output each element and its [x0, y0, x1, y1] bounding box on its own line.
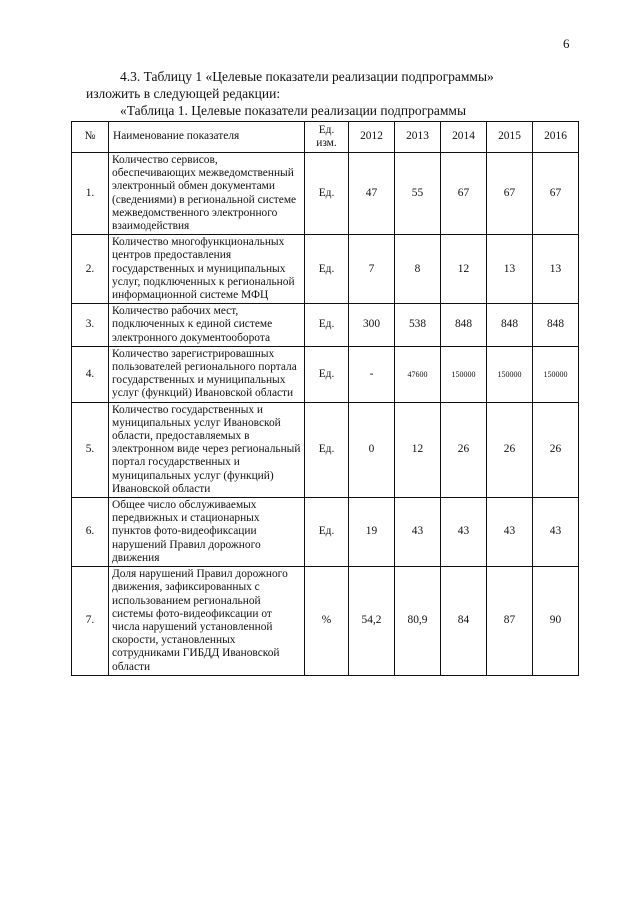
- value-2015: 67: [487, 153, 533, 235]
- row-number: 4.: [72, 346, 109, 402]
- indicator-name: Доля нарушений Правил дорожного движения, зафиксированных с использованием региональной системы фото-видеофиксации от числа нарушений установленной скорости, установленных сотрудниками ГИБДД Ивановской области: [109, 567, 305, 676]
- header-num: №: [72, 122, 109, 153]
- header-2014: 2014: [441, 122, 487, 153]
- intro-line-2: изложить в следующей редакции:: [86, 86, 281, 101]
- header-2016: 2016: [533, 122, 579, 153]
- value-2015: 13: [487, 235, 533, 304]
- indicator-name: Количество многофункциональных центров предоставления государственных и муниципальных услуг, подключенных к региональной информационной системе МФЦ: [109, 235, 305, 304]
- value-2016: 13: [533, 235, 579, 304]
- value-2012: 54,2: [349, 567, 395, 676]
- page-number: 6: [563, 36, 570, 51]
- value-2012: 300: [349, 304, 395, 347]
- value-2016: 90: [533, 567, 579, 676]
- table-row: [72, 346, 579, 402]
- value-2012: 19: [349, 498, 395, 567]
- indicator-unit: Ед.: [305, 304, 349, 347]
- table-row: [72, 153, 579, 235]
- header-name: Наименование показателя: [109, 122, 305, 153]
- header-2012: 2012: [349, 122, 395, 153]
- value-2016: 150000: [533, 346, 579, 402]
- value-2015: 848: [487, 304, 533, 347]
- value-2015: 43: [487, 498, 533, 567]
- value-2016: 67: [533, 153, 579, 235]
- header-2015: 2015: [487, 122, 533, 153]
- value-2012: 47: [349, 153, 395, 235]
- value-2014: 848: [441, 304, 487, 347]
- indicator-name: Количество рабочих мест, подключенных к единой системе электронного документооборота: [109, 304, 305, 347]
- indicator-unit: Ед.: [305, 346, 349, 402]
- intro-paragraph: [86, 68, 578, 102]
- value-2015: 87: [487, 567, 533, 676]
- value-2014: 43: [441, 498, 487, 567]
- value-2012: 0: [349, 402, 395, 497]
- intro-line-1: 4.3. Таблицу 1 «Целевые показатели реализации подпрограммы»: [120, 69, 494, 84]
- header-unit: Ед. изм.: [305, 122, 349, 153]
- row-number: 3.: [72, 304, 109, 347]
- indicator-name: Общее число обслуживаемых передвижных и стационарных пунктов фото-видеофиксации нарушений Правил дорожного движения: [109, 498, 305, 567]
- indicator-name: Количество сервисов, обеспечивающих межведомственный электронный обмен документами (сведениями) в региональной системе межведомственного электронного взаимодействия: [109, 153, 305, 235]
- row-number: 6.: [72, 498, 109, 567]
- row-number: 5.: [72, 402, 109, 497]
- value-2013: 55: [395, 153, 441, 235]
- indicator-unit: %: [305, 567, 349, 676]
- table-row: [72, 402, 579, 497]
- indicator-unit: Ед.: [305, 402, 349, 497]
- value-2015: 150000: [487, 346, 533, 402]
- indicators-table: [71, 121, 579, 676]
- value-2013: 8: [395, 235, 441, 304]
- row-number: 7.: [72, 567, 109, 676]
- indicator-unit: Ед.: [305, 235, 349, 304]
- value-2012: 7: [349, 235, 395, 304]
- value-2016: 26: [533, 402, 579, 497]
- table-row: [72, 567, 579, 676]
- table-row: [72, 235, 579, 304]
- value-2013: 43: [395, 498, 441, 567]
- header-2013: 2013: [395, 122, 441, 153]
- value-2013: 80,9: [395, 567, 441, 676]
- value-2013: 538: [395, 304, 441, 347]
- value-2012: -: [349, 346, 395, 402]
- table-row: [72, 498, 579, 567]
- value-2014: 150000: [441, 346, 487, 402]
- indicator-unit: Ед.: [305, 498, 349, 567]
- value-2013: 12: [395, 402, 441, 497]
- row-number: 1.: [72, 153, 109, 235]
- indicator-name: Количество государственных и муниципальных услуг Ивановской области, предоставляемых в электронном виде через региональный портал государственных и муниципальных услуг (функций) Ивановской области: [109, 402, 305, 497]
- table-row: [72, 304, 579, 347]
- value-2016: 43: [533, 498, 579, 567]
- value-2015: 26: [487, 402, 533, 497]
- value-2014: 67: [441, 153, 487, 235]
- table-header-row: [72, 122, 579, 153]
- value-2016: 848: [533, 304, 579, 347]
- value-2013: 47600: [395, 346, 441, 402]
- value-2014: 26: [441, 402, 487, 497]
- indicator-unit: Ед.: [305, 153, 349, 235]
- value-2014: 12: [441, 235, 487, 304]
- row-number: 2.: [72, 235, 109, 304]
- value-2014: 84: [441, 567, 487, 676]
- table-caption: «Таблица 1. Целевые показатели реализации подпрограммы: [120, 103, 467, 118]
- indicator-name: Количество зарегистрировашных пользователей регионального портала государственных и муниципальных услуг (функций) Ивановской области: [109, 346, 305, 402]
